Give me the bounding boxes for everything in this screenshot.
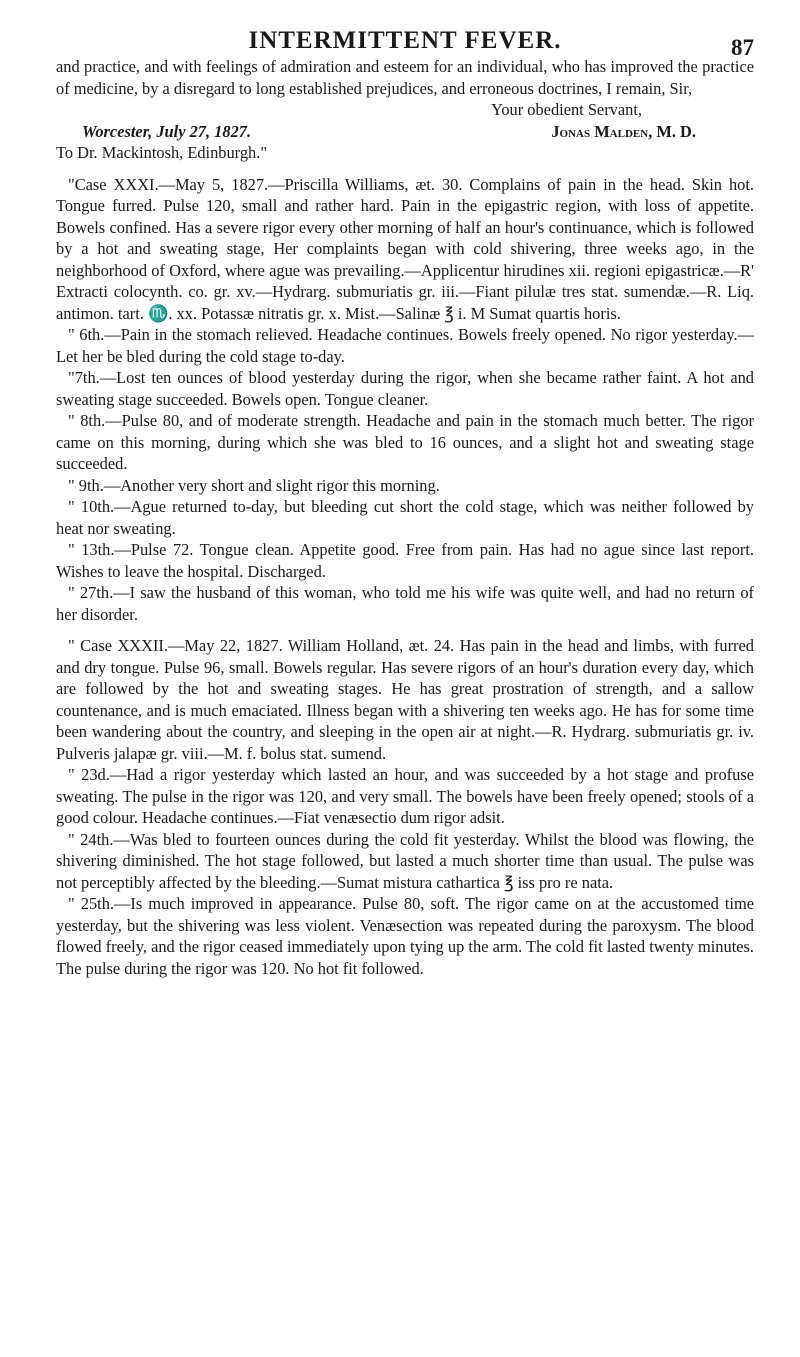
case-32-entry: " 23d.—Had a rigor yesterday which lasted an hour, and was succeeded by a hot stage and profuse sweating. The pulse in the rigor was 120, and very small. The bowels have been freely opened; stools of a good colour. Headache continues.—Fiat venæsectio dum rigor adsit. xyxy=(56,765,754,827)
case-31-entry: " 13th.—Pulse 72. Tongue clean. Appetite good. Free from pain. Has had no ague since last report. Wishes to leave the hospital. Discharged. xyxy=(56,540,754,581)
letter-closing: Your obedient Servant, xyxy=(491,100,642,119)
letter-place-date: Worcester, July 27, 1827. xyxy=(82,121,252,141)
case-32-entry: " 24th.—Was bled to fourteen ounces during the cold fit yesterday. Whilst the blood was flowing, the shivering diminished. The hot stage followed, but lasted a much shorter time than usual. The pulse was not perceptibly affected by the bleeding.—Sumat mistura cathartica ℥ iss pro re nata. xyxy=(56,829,754,892)
case-31-entry: " 9th.—Another very short and slight rigor this morning. xyxy=(68,475,440,495)
letter-addressee: To Dr. Mackintosh, Edinburgh." xyxy=(56,143,268,162)
page-number: 87 xyxy=(731,35,754,60)
case-31-entry: "7th.—Lost ten ounces of blood yesterday during the rigor, when she became rather faint. A hot and sweating stage succeeded. Bowels open. Tongue cleaner. xyxy=(56,368,754,409)
letter-signature: Jonas Malden, M. D. xyxy=(551,121,696,141)
case-31-intro: "Case XXXI.—May 5, 1827.—Priscilla Williams, æt. 30. Complains of pain in the head. Skin hot. Tongue furred. Pulse 120, small and rather hard. Pain in the epigastric region, with loss of appetite. Bowels confined. Has a severe rigor every other morning of half an hour's continuance, which is followed by a hot and sweating stage, Her complaints began with cold shivering, three weeks ago, in the neighborhood of Oxford, where ague was prevailing.—Applicentur hirudines xii. regioni epigastricæ.—R' Extracti colocynth. co. gr. xv.—Hydrarg. submuriatis gr. iii.—Fiant pilulæ tres stat. sumendæ.—R. Liq. antimon. tart. ♏. xx. Potassæ nitratis gr. x. Mist.—Salinæ ℥ i. M Sumat quartis horis. xyxy=(56,174,754,323)
running-title: INTERMITTENT FEVER. xyxy=(248,27,562,54)
running-head xyxy=(56,0,754,60)
case-31-entry: " 6th.—Pain in the stomach relieved. Headache continues. Bowels freely opened. No rigor yesterday.—Let her be bled during the cold stage to-day. xyxy=(56,325,754,366)
case-32-entry: " 25th.—Is much improved in appearance. Pulse 80, soft. The rigor came on at the accustomed time yesterday, but the shivering was less violent. Venæsection was repeated during the paroxysm. The blood flowed freely, and the rigor ceased immediately upon tying up the arm. The cold fit lasted twenty minutes. The pulse during the rigor was 120. No hot fit followed. xyxy=(56,894,754,978)
letter-signature-row xyxy=(56,121,754,143)
case-31-entry: " 27th.—I saw the husband of this woman, who told me his wife was quite well, and had no return of her disorder. xyxy=(56,583,754,624)
case-32-intro: " Case XXXII.—May 22, 1827. William Holland, æt. 24. Has pain in the head and limbs, with furred and dry tongue. Pulse 96, small. Bowels regular. Has severe rigors of an hour's duration every day, which are followed by the hot and sweating stages. He has great prostration of strength, and a sallow countenance, and is much emaciated. Illness began with a shivering ten weeks ago. He has for some time been wandering about the country, and sleeping in the open air at night.—R. Hydrarg. submuriatis gr. iv. Pulveris jalapæ gr. viii.—M. f. bolus stat. sumend. xyxy=(56,636,754,763)
case-31-entry: " 10th.—Ague returned to-day, but bleeding cut short the cold stage, which was neither followed by heat nor sweating. xyxy=(56,497,754,538)
letter-body: and practice, and with feelings of admiration and esteem for an individual, who has improved the practice of medicine, by a disregard to long established prejudices, and erroneous doctrines, I remain, Sir, xyxy=(56,57,754,98)
case-31-entry: " 8th.—Pulse 80, and of moderate strength. Headache and pain in the stomach much better. The rigor came on this morning, during which she was bled to 16 ounces, and a slight hot and sweating stage succeeded. xyxy=(56,411,754,473)
